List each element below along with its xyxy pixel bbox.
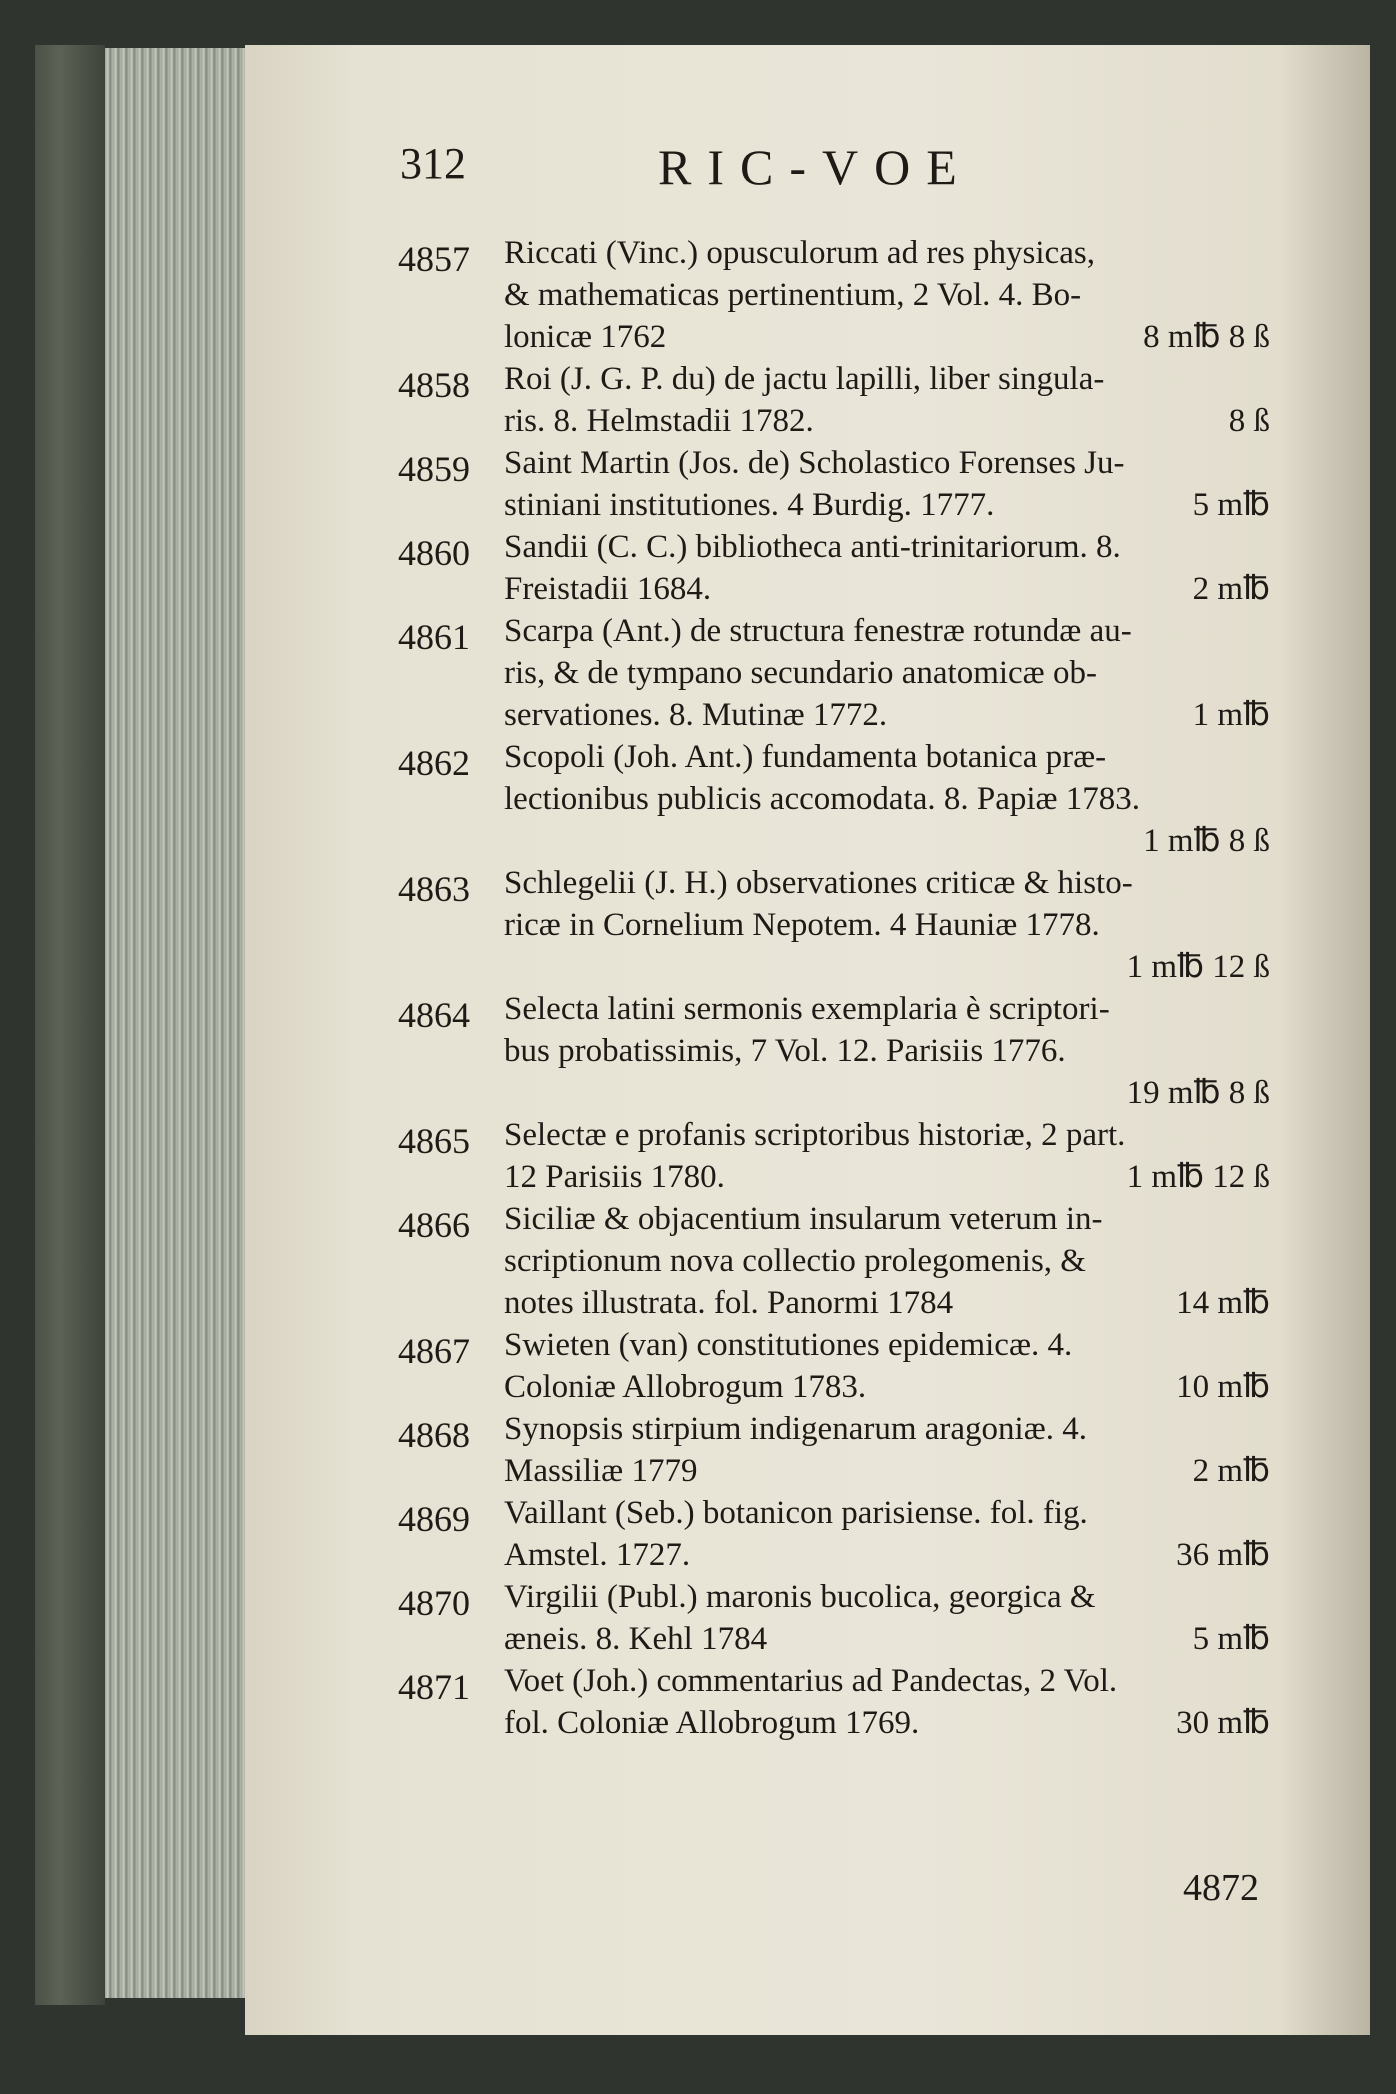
entry-line (504, 526, 1270, 568)
entry-number: 4866 (398, 1205, 470, 1245)
catalog-entry (398, 358, 1270, 442)
page-header (400, 138, 1040, 198)
entry-body (504, 988, 1270, 1114)
entry-body (504, 526, 1270, 610)
entry-line-text: Massiliæ 1779 (504, 1453, 698, 1489)
entry-line (504, 946, 1270, 988)
entry-line (504, 316, 1270, 358)
entry-price: 19 m℔ 8 ß (1126, 1075, 1270, 1111)
entry-line (504, 400, 1270, 442)
entry-line (504, 778, 1270, 820)
entry-line (504, 1072, 1270, 1114)
entry-price: 1 m℔ 8 ß (1143, 823, 1270, 859)
catalog-entry (398, 862, 1270, 988)
entry-body (504, 862, 1270, 988)
entry-line (504, 862, 1270, 904)
entry-line-text: Vaillant (Seb.) botanicon parisiense. fol. fig. (504, 1495, 1088, 1531)
catalog-entry (398, 526, 1270, 610)
entry-line (504, 1492, 1270, 1534)
entry-line-text: ris. 8. Helmstadii 1782. (504, 403, 814, 439)
entry-number: 4861 (398, 617, 470, 657)
entry-line-text: scriptionum nova collectio prolegomenis, & (504, 1243, 1086, 1279)
entry-line (504, 232, 1270, 274)
entry-price: 2 m℔ (1192, 1453, 1270, 1489)
catalog-entry (398, 442, 1270, 526)
entry-price: 14 m℔ (1176, 1285, 1270, 1321)
entry-line-text: Sandii (C. C.) bibliotheca anti-trinitariorum. 8. (504, 529, 1121, 565)
entry-line-text: Amstel. 1727. (504, 1537, 691, 1573)
entry-line-text: & mathematicas pertinentium, 2 Vol. 4. Bo- (504, 277, 1082, 313)
catalog-entry (398, 1660, 1270, 1744)
entry-line (504, 442, 1270, 484)
entry-line-text: 12 Parisiis 1780. (504, 1159, 725, 1195)
page-number: 312 (400, 139, 466, 188)
entry-number: 4862 (398, 743, 470, 783)
entry-price: 1 m℔ (1192, 697, 1270, 733)
catalog-entry (398, 1114, 1270, 1198)
entry-number: 4858 (398, 365, 470, 405)
entry-line-text: lectionibus publicis accomodata. 8. Papiæ 1783. (504, 781, 1141, 817)
entry-line (504, 1030, 1270, 1072)
catalog-entry (398, 1198, 1270, 1324)
entry-line-text: Riccati (Vinc.) opusculorum ad res physicas, (504, 235, 1095, 271)
catchword: 4872 (1183, 1867, 1259, 1909)
entry-line-text: ricæ in Cornelium Nepotem. 4 Hauniæ 1778. (504, 907, 1100, 943)
entry-body (504, 1408, 1270, 1492)
entry-line (504, 1534, 1270, 1576)
entry-price: 1 m℔ 12 ß (1126, 1159, 1270, 1195)
entry-number: 4860 (398, 533, 470, 573)
entry-price: 30 m℔ (1176, 1705, 1270, 1741)
entry-line-text: Scarpa (Ant.) de structura fenestræ rotundæ au- (504, 613, 1132, 649)
entry-line-text: Coloniæ Allobrogum 1783. (504, 1369, 867, 1405)
entry-line-text: bus probatissimis, 7 Vol. 12. Parisiis 1776. (504, 1033, 1066, 1069)
catalog-entry (398, 1492, 1270, 1576)
entry-body (504, 610, 1270, 736)
entry-body (504, 358, 1270, 442)
entry-price: 2 m℔ (1192, 571, 1270, 607)
catalog-entries (398, 232, 1270, 1744)
entry-line (504, 358, 1270, 400)
entry-line-text: ris, & de tympano secundario anatomicæ ob- (504, 655, 1097, 691)
entry-number: 4867 (398, 1331, 470, 1371)
entry-body (504, 1492, 1270, 1576)
entry-line (504, 820, 1270, 862)
catalog-entry (398, 736, 1270, 862)
entry-line (504, 736, 1270, 778)
entry-line-text: Scopoli (Joh. Ant.) fundamenta botanica præ- (504, 739, 1107, 775)
entry-line (504, 1408, 1270, 1450)
entry-line-text: stiniani institutiones. 4 Burdig. 1777. (504, 487, 995, 523)
entry-number: 4870 (398, 1583, 470, 1623)
entry-body (504, 232, 1270, 358)
entry-body (504, 736, 1270, 862)
entry-line-text: notes illustrata. fol. Panormi 1784 (504, 1285, 954, 1321)
entry-line-text: Roi (J. G. P. du) de jactu lapilli, liber singula- (504, 361, 1105, 397)
page-edges (105, 48, 250, 1998)
entry-line (504, 1324, 1270, 1366)
entry-line-text: fol. Coloniæ Allobrogum 1769. (504, 1705, 920, 1741)
entry-number: 4869 (398, 1499, 470, 1539)
entry-body (504, 1198, 1270, 1324)
entry-number: 4859 (398, 449, 470, 489)
entry-line (504, 1198, 1270, 1240)
entry-line-text: Swieten (van) constitutiones epidemicæ. 4. (504, 1327, 1073, 1363)
catalog-entry (398, 1576, 1270, 1660)
entry-price: 8 m℔ 8 ß (1143, 319, 1270, 355)
entry-line-text: Freistadii 1684. (504, 571, 712, 607)
entry-number: 4865 (398, 1121, 470, 1161)
catalog-entry (398, 610, 1270, 736)
catalog-entry (398, 1324, 1270, 1408)
entry-line-text: Selectæ e profanis scriptoribus historiæ, 2 part. (504, 1117, 1126, 1153)
entry-line (504, 274, 1270, 316)
entry-number: 4871 (398, 1667, 470, 1707)
entry-line-text: Selecta latini sermonis exemplaria è scriptori- (504, 991, 1110, 1027)
entry-line (504, 1450, 1270, 1492)
entry-price: 8 ß (1228, 403, 1270, 439)
entry-line-text: servationes. 8. Mutinæ 1772. (504, 697, 888, 733)
entry-price: 10 m℔ (1176, 1369, 1270, 1405)
entry-line (504, 1240, 1270, 1282)
catalog-entry (398, 988, 1270, 1114)
entry-line (504, 694, 1270, 736)
entry-line-text: æneis. 8. Kehl 1784 (504, 1621, 768, 1657)
entry-price: 5 m℔ (1192, 487, 1270, 523)
entry-line-text: Siciliæ & objacentium insularum veterum in- (504, 1201, 1103, 1237)
entry-body (504, 1660, 1270, 1744)
entry-body (504, 1114, 1270, 1198)
catalog-entry (398, 232, 1270, 358)
entry-line (504, 652, 1270, 694)
entry-line-text: Schlegelii (J. H.) observationes criticæ & histo- (504, 865, 1133, 901)
entry-body (504, 442, 1270, 526)
entry-line (504, 988, 1270, 1030)
entry-price: 1 m℔ 12 ß (1126, 949, 1270, 985)
entry-line (504, 1282, 1270, 1324)
entry-line (504, 1156, 1270, 1198)
entry-line (504, 568, 1270, 610)
entry-line (504, 1702, 1270, 1744)
entry-number: 4868 (398, 1415, 470, 1455)
entry-number: 4864 (398, 995, 470, 1035)
entry-price: 5 m℔ (1192, 1621, 1270, 1657)
book-binding (35, 45, 105, 2005)
entry-line (504, 1660, 1270, 1702)
entry-line-text: Synopsis stirpium indigenarum aragoniæ. 4. (504, 1411, 1087, 1447)
entry-number: 4857 (398, 239, 470, 279)
running-head: RIC-VOE (658, 139, 973, 195)
entry-line (504, 904, 1270, 946)
entry-number: 4863 (398, 869, 470, 909)
entry-body (504, 1324, 1270, 1408)
entry-line (504, 1114, 1270, 1156)
catalog-entry (398, 1408, 1270, 1492)
entry-line-text: Voet (Joh.) commentarius ad Pandectas, 2 Vol. (504, 1663, 1118, 1699)
entry-price: 36 m℔ (1176, 1537, 1270, 1573)
entry-line (504, 1618, 1270, 1660)
entry-line-text: Saint Martin (Jos. de) Scholastico Forenses Ju- (504, 445, 1125, 481)
entry-body (504, 1576, 1270, 1660)
entry-line (504, 1366, 1270, 1408)
entry-line (504, 484, 1270, 526)
entry-line-text: lonicæ 1762 (504, 319, 667, 355)
entry-line-text: Virgilii (Publ.) maronis bucolica, georgica & (504, 1579, 1096, 1615)
entry-line (504, 1576, 1270, 1618)
entry-line (504, 610, 1270, 652)
